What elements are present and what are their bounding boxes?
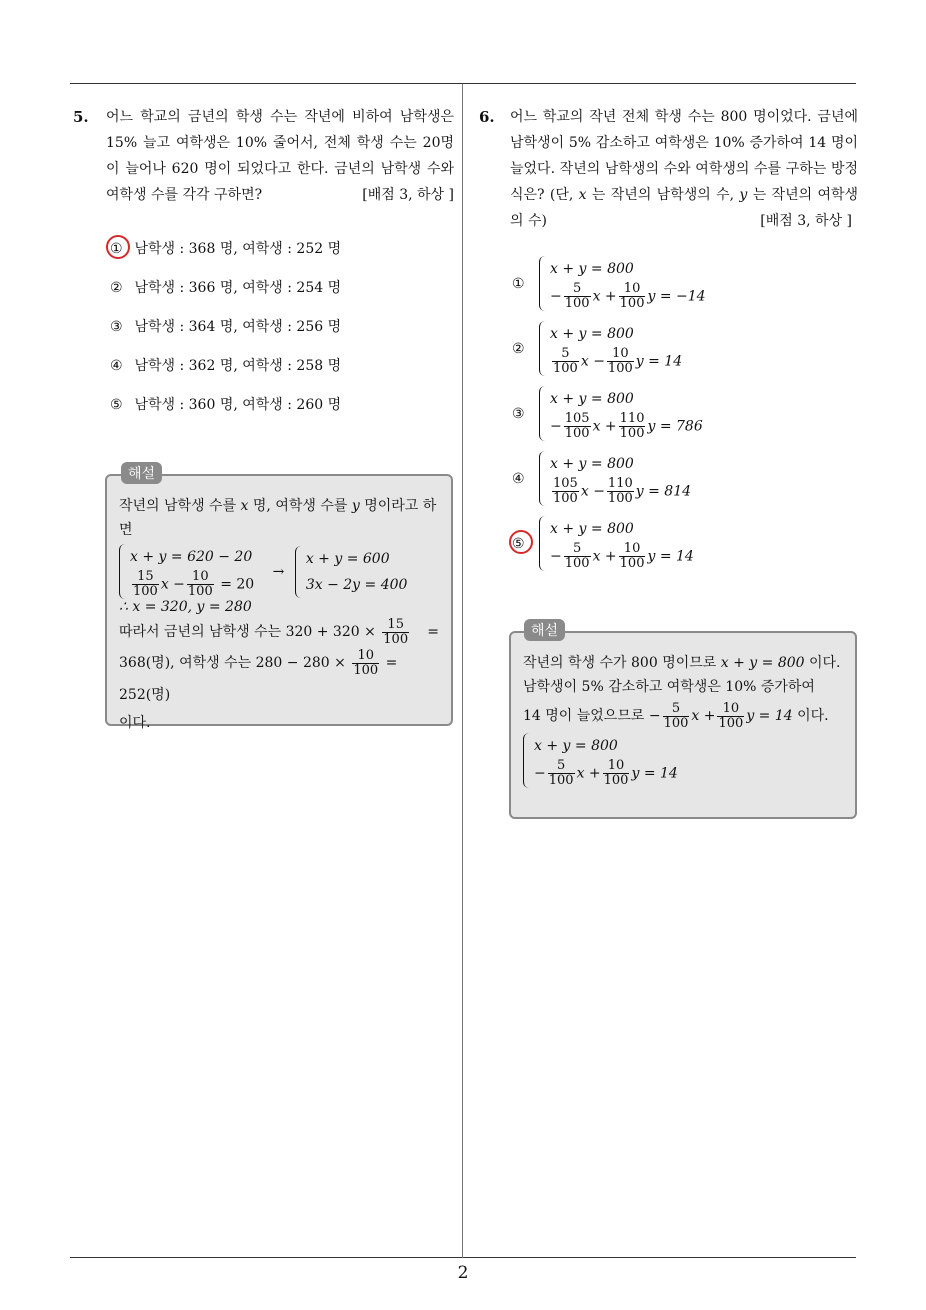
eq3: x + y = 600 <box>305 550 390 567</box>
q6-number: 6. <box>479 108 495 126</box>
q6-text <box>510 104 858 234</box>
q5-option-4[interactable] <box>110 355 341 375</box>
option-mark: ② <box>512 340 525 357</box>
var-x: x <box>578 187 587 203</box>
option-mark: ③ <box>110 319 123 335</box>
eq1: x + y = 800 <box>534 738 618 754</box>
text: 는 작년의 여학생의 수) <box>510 187 859 229</box>
system-right <box>295 546 408 598</box>
brace <box>295 546 302 598</box>
eq2: − $\frac{5}{100}$ x + $\frac{10}{100}$ y = 14 <box>534 758 678 788</box>
text: 작년의 남학생 수를 <box>119 498 237 514</box>
q5-option-2[interactable] <box>110 277 341 297</box>
option-mark: ⑤ <box>512 535 525 552</box>
page-number: 2 <box>457 1263 469 1283</box>
q5-number: 5. <box>73 108 89 126</box>
q5-option-1[interactable] <box>110 238 341 258</box>
var-x: x <box>240 498 249 514</box>
q6-sol-system <box>523 733 843 788</box>
q5-question: 어느 학교의 금년의 학생 수는 작년에 비하여 남학생은 15% 늘고 여학생은 10% 줄어서, 전체 학생 수는 20명이 늘어나 620 명이 되었다고 한다. 금년의 남학생 수와 여학생 수를 각각 구하면? <box>106 109 454 203</box>
system <box>539 451 691 506</box>
option-mark: ⑤ <box>110 397 123 413</box>
q5-text <box>106 104 454 208</box>
q5-sol-intro <box>119 494 439 542</box>
fraction: $\frac{10}{100}$ <box>353 647 379 678</box>
q5-sol-line3: 이다. <box>119 715 151 731</box>
option-mark: ① <box>110 241 123 257</box>
option-text: 남학생 : 366 명, 여학생 : 254 명 <box>134 280 342 296</box>
option-text: 남학생 : 362 명, 여학생 : 258 명 <box>134 358 342 374</box>
q5-option-5[interactable] <box>110 394 341 414</box>
fraction: $\frac{15}{100}$ <box>133 569 158 599</box>
brace <box>539 256 546 311</box>
q5-sol-systems <box>119 544 439 599</box>
brace <box>539 516 546 571</box>
q5-sol-line2: 368(명), 여학생 수는 280 − 280 × $\frac{10}{100}$ = 252(명) <box>119 647 398 703</box>
eq-bottom: − $\frac{105}{100}$ x + $\frac{110}{100}$ y = 786 <box>550 411 703 441</box>
text: 명, 여학생 수를 <box>252 498 348 514</box>
q6-score: [배점 3, 하상 ] <box>760 213 852 229</box>
brace <box>523 733 530 788</box>
brace <box>539 451 546 506</box>
bottom-rule <box>70 1257 856 1258</box>
brace <box>539 321 546 376</box>
q6-sol-line1: 작년의 학생 수가 800 명이므로 x + y = 800 이다. <box>523 655 841 671</box>
option-mark: ④ <box>512 470 525 487</box>
option-text: 남학생 : 364 명, 여학생 : 256 명 <box>134 319 342 335</box>
eq-top: x + y = 800 <box>550 261 634 277</box>
system <box>523 733 678 788</box>
q6-question: 어느 학교의 작년 전체 학생 수는 800 명이었다. 금년에 남학생이 5% 감소하고 여학생은 10% 증가하여 14 명이 늘었다. 작년의 남학생의 수와 여학생의 수를 구하는 방정식은? (단, <box>510 109 858 203</box>
option-mark: ④ <box>110 358 123 374</box>
eq4: 3x − 2y = 400 <box>305 576 408 593</box>
q6-sol-line3: 14 명이 늘었으므로 − $\frac{5}{100}$ x + $\frac{10}{100}$ y = 14 이다. <box>523 700 829 731</box>
q6-solution-box <box>509 631 857 819</box>
q5-sol-line1: 따라서 금년의 남학생 수는 320 + 320 × $\frac{15}{100}$ = <box>119 616 439 647</box>
q6-sol-line2: 남학생이 5% 감소하고 여학생은 10% 증가하여 <box>523 679 815 695</box>
eq-top: x + y = 800 <box>550 521 634 537</box>
eq-bottom: − $\frac{5}{100}$ x + $\frac{10}{100}$ y = −14 <box>550 281 706 311</box>
eq-bottom: $\frac{5}{100}$ x − $\frac{10}{100}$ y = 14 <box>553 346 683 376</box>
eq1: x + y = 620 − 20 <box>130 549 253 565</box>
q5-therefore: ∴ x = 320, y = 280 <box>119 599 252 615</box>
q5-score: [배점 3, 하상 ] <box>362 187 454 203</box>
column-divider <box>462 84 463 1258</box>
eq2: $\frac{15}{100}$ x − $\frac{10}{100}$ = 20 <box>133 569 255 599</box>
q5-option-3[interactable] <box>110 316 341 336</box>
var-y: y <box>739 187 748 203</box>
option-mark: ② <box>110 280 123 296</box>
fraction: $\frac{15}{100}$ <box>383 616 409 647</box>
eq-bottom: $\frac{105}{100}$ x − $\frac{110}{100}$ y = 814 <box>553 476 692 506</box>
option-text: 남학생 : 360 명, 여학생 : 260 명 <box>134 397 342 413</box>
system <box>539 386 703 441</box>
text: 는 작년의 남학생의 수, <box>591 187 735 203</box>
var-y: y <box>351 498 360 514</box>
system <box>539 321 682 376</box>
system <box>539 516 694 571</box>
q6-option-5[interactable] <box>512 516 694 571</box>
option-text: 남학생 : 368 명, 여학생 : 252 명 <box>134 241 342 257</box>
system <box>539 256 706 311</box>
brace <box>539 386 546 441</box>
fraction: $\frac{10}{100}$ <box>187 569 213 599</box>
q6-option-1[interactable] <box>512 256 706 311</box>
eq-top: x + y = 800 <box>550 456 634 472</box>
text: 명이라고 하면 <box>119 498 437 538</box>
eq-top: x + y = 800 <box>550 391 634 407</box>
option-mark: ① <box>512 275 525 292</box>
q6-solution-tag: 해설 <box>524 619 565 641</box>
q6-option-4[interactable] <box>512 451 691 506</box>
brace <box>119 544 126 599</box>
q5-solution-box <box>105 474 453 731</box>
arrow: → <box>272 563 285 580</box>
q6-option-2[interactable] <box>512 321 682 376</box>
option-mark: ③ <box>512 405 525 422</box>
eq-top: x + y = 800 <box>550 326 634 342</box>
top-rule <box>70 83 856 84</box>
q5-solution-tag: 해설 <box>121 462 162 484</box>
q6-option-3[interactable] <box>512 386 703 441</box>
system-left <box>119 544 254 599</box>
eq-bottom: − $\frac{5}{100}$ x + $\frac{10}{100}$ y = 14 <box>550 541 694 571</box>
